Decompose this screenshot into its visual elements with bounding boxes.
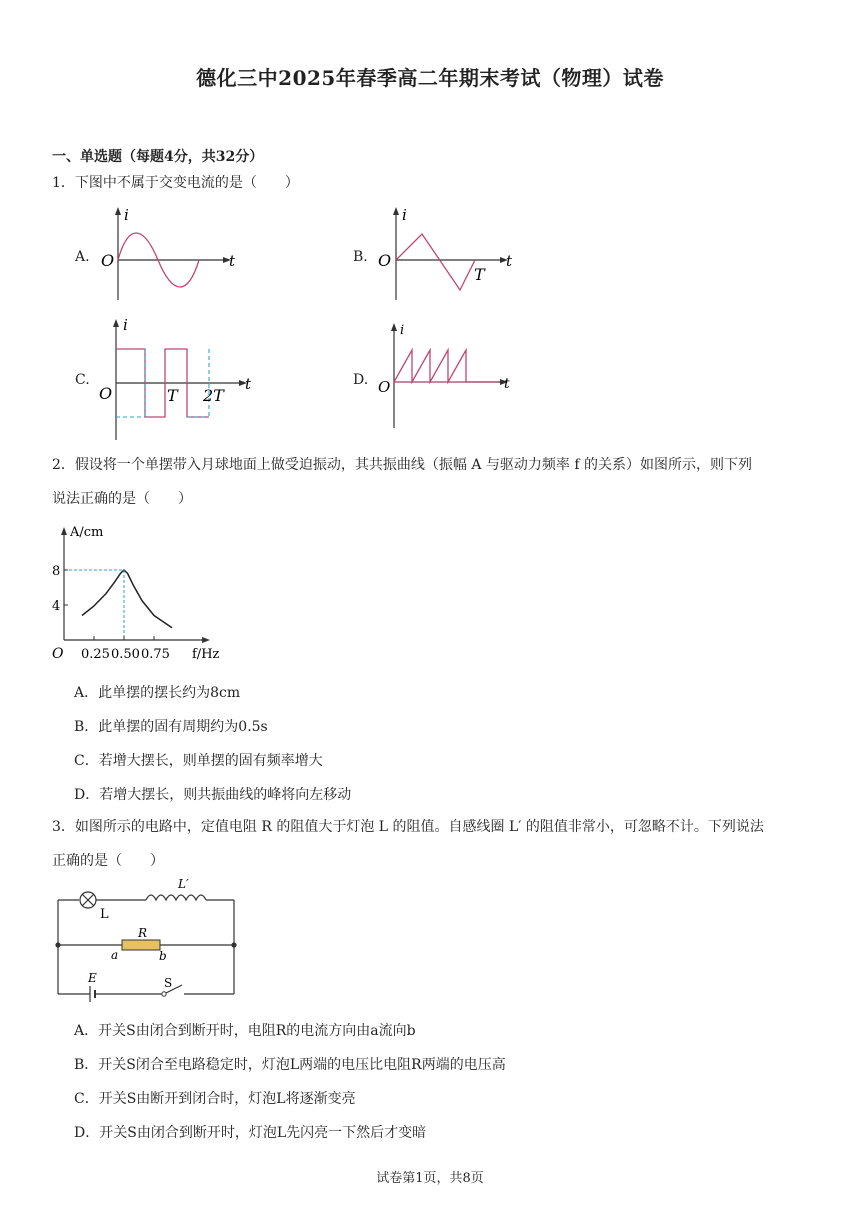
q3-option-c: C．开关S由断开到闭合时，灯泡L将逐渐变亮 xyxy=(74,1091,356,1107)
battery-label: E xyxy=(88,971,97,985)
chart-origin: O xyxy=(52,646,64,662)
q1-graph-b xyxy=(372,204,532,304)
q2-option-d: D．若增大摆长，则共振曲线的峰将向左移动 xyxy=(74,787,352,803)
q1-graph-d xyxy=(372,318,532,430)
x-tick-label: 0.50 xyxy=(111,647,140,662)
q1-option-b-label: B. xyxy=(353,249,368,265)
chart-ylabel: A/cm xyxy=(70,525,104,540)
q3-option-a: A．开关S由闭合到断开时，电阻R的电流方向由a流向b xyxy=(74,1023,416,1039)
y-tick-label: 8 xyxy=(52,564,61,579)
q1b-T-label: T xyxy=(474,265,485,284)
resistor-symbol xyxy=(122,940,160,950)
question-2-stem-line2: 说法正确的是（ ） xyxy=(52,491,192,507)
q3-option-d: D．开关S由闭合到断开时，灯泡L先闪亮一下然后才变暗 xyxy=(74,1125,427,1141)
page-footer: 试卷第1页，共8页 xyxy=(376,1171,484,1186)
coil-label: L′ xyxy=(178,877,189,891)
question-1-stem: 1．下图中不属于交变电流的是（ ） xyxy=(52,175,299,191)
q1c-t-label: t xyxy=(245,375,252,393)
x-tick-label: 0.75 xyxy=(141,647,170,662)
resonance-curve xyxy=(82,570,172,628)
resistor-label: R xyxy=(138,926,148,940)
switch-label: S xyxy=(164,976,173,990)
section-heading: 一、单选题（每题4分，共32分） xyxy=(52,149,264,165)
q3-option-b: B．开关S闭合至电路稳定时，灯泡L两端的电压比电阻R两端的电压高 xyxy=(74,1057,506,1073)
question-2-stem-line1: 2．假设将一个单摆带入月球地面上做受迫振动，其共振曲线（振幅 A 与驱动力频率 f 的关系）如图所示，则下列 xyxy=(52,457,752,473)
q2-option-a: A．此单摆的摆长约为8cm xyxy=(74,685,241,701)
q3-circuit-diagram xyxy=(48,874,248,1002)
node-b-label: b xyxy=(159,949,167,963)
q1c-origin: O xyxy=(99,384,113,403)
q1a-t-label: t xyxy=(229,252,236,270)
q1c-i-label: i xyxy=(123,316,128,334)
q1-graph-c xyxy=(95,316,265,444)
q2-option-c: C．若增大摆长，则单摆的固有频率增大 xyxy=(74,753,323,769)
q1b-t-label: t xyxy=(506,252,513,270)
q1a-origin: O xyxy=(101,251,115,270)
node-a-label: a xyxy=(111,948,119,962)
q1c-2T-label: 2T xyxy=(203,386,224,405)
q2-option-b: B．此单摆的固有周期约为0.5s xyxy=(74,719,268,735)
q1-option-d-label: D. xyxy=(353,372,369,388)
q1b-origin: O xyxy=(378,251,392,270)
q1c-T-label: T xyxy=(167,386,178,405)
q1-option-c-label: C. xyxy=(75,372,90,388)
exam-title: 德化三中2025年春季高二年期末考试（物理）试卷 xyxy=(196,66,664,90)
question-3-stem-line2: 正确的是（ ） xyxy=(52,853,164,869)
lamp-label: L xyxy=(100,907,109,922)
q1-graph-a xyxy=(95,204,255,304)
q1d-origin: O xyxy=(378,378,391,396)
y-tick-label: 4 xyxy=(52,599,61,614)
question-3-stem-line1: 3．如图所示的电路中，定值电阻 R 的阻值大于灯泡 L 的阻值。自感线圈 L′ 的阻值非常小，可忽略不计。下列说法 xyxy=(52,819,764,835)
q1-option-a-label: A. xyxy=(75,249,90,265)
q1a-i-label: i xyxy=(124,206,129,224)
chart-xlabel: f/Hz xyxy=(192,647,220,662)
q1d-i-label: i xyxy=(400,323,405,338)
q1d-t-label: t xyxy=(504,376,510,392)
x-tick-label: 0.25 xyxy=(81,647,110,662)
lamp-symbol xyxy=(80,892,96,908)
q1b-i-label: i xyxy=(402,206,407,224)
coil-symbol xyxy=(146,895,206,900)
resonance-curve-chart xyxy=(46,522,226,662)
